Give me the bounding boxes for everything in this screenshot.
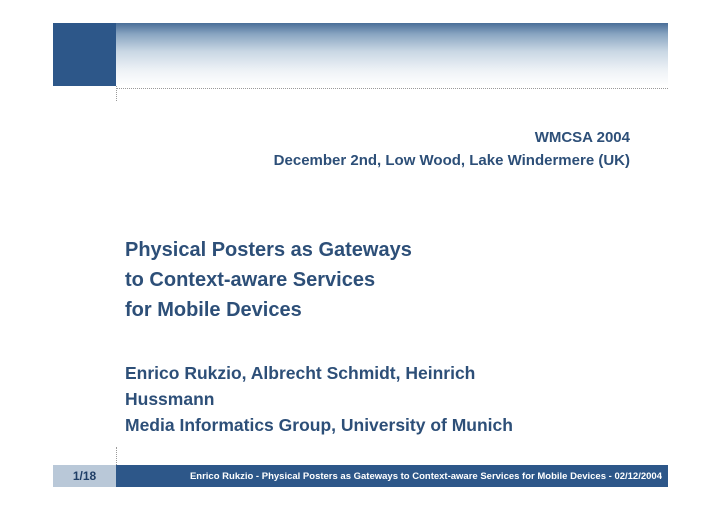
header-divider [116, 88, 668, 89]
slide-title [125, 235, 412, 325]
footer-vertical-divider [116, 447, 117, 465]
title-line: to Context-aware Services [125, 269, 376, 291]
footer-bar [116, 465, 668, 487]
header-vertical-divider [116, 86, 117, 101]
affiliation-line: Media Informatics Group, University of Munich [125, 415, 513, 435]
conference-info [274, 126, 630, 172]
author-line: Enrico Rukzio, Albrecht Schmidt, Heinrich [125, 363, 476, 383]
footer-text: Enrico Rukzio - Physical Posters as Gateways to Context-aware Services for Mobile Devices - 02/12/2004 [189, 470, 662, 482]
author-block [125, 360, 513, 438]
header-corner-block [53, 23, 116, 86]
conference-date-location: December 2nd, Low Wood, Lake Windermere (UK) [273, 152, 630, 169]
title-line: Physical Posters as Gateways [125, 239, 412, 261]
title-line: for Mobile Devices [125, 299, 302, 321]
conference-name: WMCSA 2004 [534, 129, 630, 146]
header-gradient-band [116, 23, 668, 86]
author-line: Hussmann [125, 389, 215, 409]
page-number: 1/18 [53, 465, 116, 487]
